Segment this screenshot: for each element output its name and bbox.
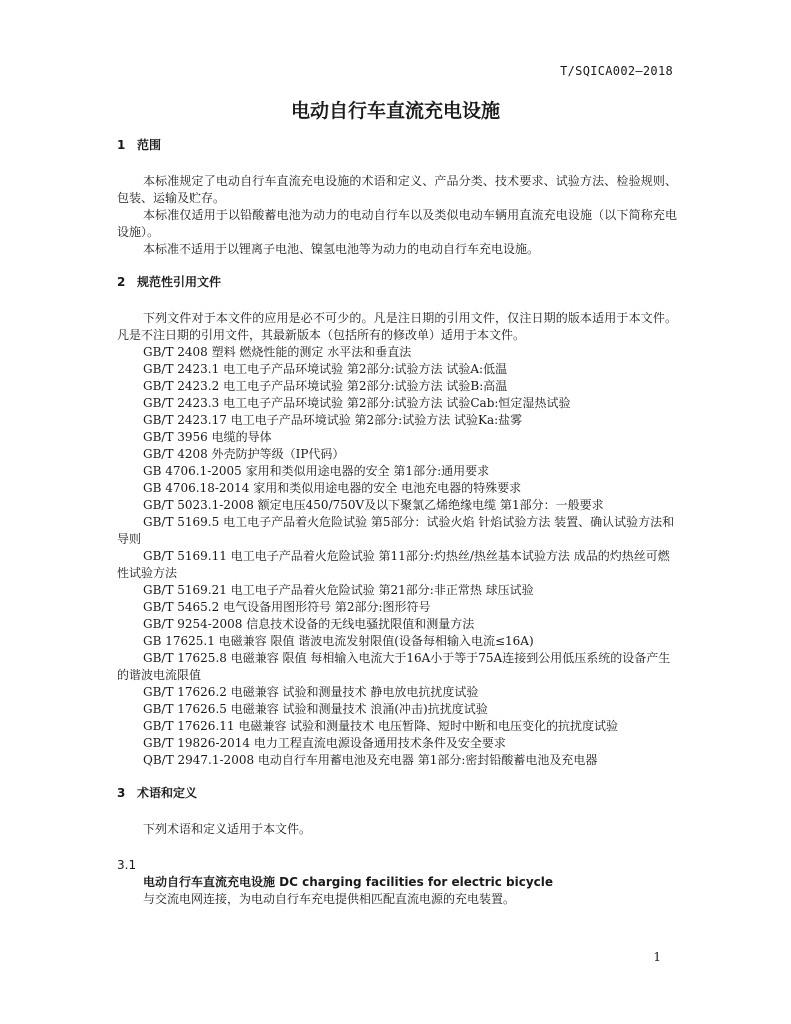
reference-item: GB/T 5465.2 电气设备用图形符号 第2部分:图形符号 [143,600,431,614]
section-number: 2 [117,275,126,289]
section-number: 3 [117,786,126,800]
reference-item: GB/T 17626.2 电磁兼容 试验和测量技术 静电放电抗扰度试验 [143,685,479,699]
document-title: 电动自行车直流充电设施 [290,100,500,122]
reference-item: GB 4706.18-2014 家用和类似用途电器的安全 电池充电器的特殊要求 [143,481,522,495]
document-body [117,137,677,908]
term-number: 3.1 [117,858,137,872]
section-title: 规范性引用文件 [137,275,222,289]
term-definition: 与交流电网连接，为电动自行车充电提供相匹配直流电源的充电装置。 [143,892,516,906]
reference-item: GB/T 2423.2 电工电子产品环境试验 第2部分:试验方法 试验B:高温 [143,379,508,393]
reference-item: GB/T 17625.8 电磁兼容 限值 每相输入电流大于16A小于等于75A连接到公用低压系统的设备产生的谐波电流限值 [117,651,671,682]
reference-item: GB/T 5023.1-2008 额定电压450/750V及以下聚氯乙烯绝缘电缆 第1部分：一般要求 [143,498,604,512]
section-heading-scope [117,137,677,154]
reference-item: GB/T 4208 外壳防护等级（IP代码） [143,447,345,461]
reference-item: GB/T 3956 电缆的导体 [143,430,272,444]
section-title: 范围 [137,138,162,152]
terms-intro: 下列术语和定义适用于本文件。 [143,822,312,836]
reference-item: GB/T 2423.17 电工电子产品环境试验 第2部分:试验方法 试验Ka:盐雾 [143,413,523,427]
standard-code: T/SQICA002—2018 [560,64,673,78]
reference-item: GB/T 2423.3 电工电子产品环境试验 第2部分:试验方法 试验Cab:恒定湿热试验 [143,396,571,410]
reference-item: GB/T 17626.5 电磁兼容 试验和测量技术 浪涌(冲击)抗扰度试验 [143,702,488,716]
page-number: 1 [653,950,661,964]
scope-paragraph: 本标准不适用于以锂离子电池、镍氢电池等为动力的电动自行车充电设施。 [143,242,540,256]
reference-item: GB/T 17626.11 电磁兼容 试验和测量技术 电压暂降、短时中断和电压变化的抗扰度试验 [143,719,618,733]
reference-item: GB/T 5169.11 电工电子产品着火危险试验 第11部分:灼热丝/热丝基本试验方法 成品的灼热丝可燃性试验方法 [117,549,670,580]
reference-item: GB 4706.1-2005 家用和类似用途电器的安全 第1部分:通用要求 [143,464,490,478]
reference-item: GB/T 9254-2008 信息技术设备的无线电骚扰限值和测量方法 [143,617,475,631]
scope-paragraph: 本标准仅适用于以铅酸蓄电池为动力的电动自行车以及类似电动车辆用直流充电设施（以下简称充电设施）。 [117,208,677,239]
references-intro: 下列文件对于本文件的应用是必不可少的。凡是注日期的引用文件，仅注日期的版本适用于本文件。凡是不注日期的引用文件，其最新版本（包括所有的修改单）适用于本文件。 [117,311,677,342]
term-name: 电动自行车直流充电设施 DC charging facilities for electric bicycle [143,875,554,889]
reference-item: GB/T 19826-2014 电力工程直流电源设备通用技术条件及安全要求 [143,736,506,750]
reference-item: GB/T 2423.1 电工电子产品环境试验 第2部分:试验方法 试验A:低温 [143,362,508,376]
reference-item: QB/T 2947.1-2008 电动自行车用蓄电池及充电器 第1部分:密封铅酸蓄电池及充电器 [143,753,598,767]
section-number: 1 [117,138,126,152]
section-heading-normative-references [117,274,677,291]
reference-item: GB 17625.1 电磁兼容 限值 谐波电流发射限值(设备每相输入电流≤16A) [143,634,534,648]
scope-paragraph: 本标准规定了电动自行车直流充电设施的术语和定义、产品分类、技术要求、试验方法、检验规则、包装、运输及贮存。 [117,174,677,205]
reference-item: GB/T 2408 塑料 燃烧性能的测定 水平法和垂直法 [143,345,412,359]
reference-item: GB/T 5169.5 电工电子产品着火危险试验 第5部分：试验火焰 针焰试验方法 装置、确认试验方法和导则 [117,515,675,546]
reference-item: GB/T 5169.21 电工电子产品着火危险试验 第21部分:非正常热 球压试验 [143,583,534,597]
section-title: 术语和定义 [137,786,198,800]
section-heading-terms [117,785,677,802]
